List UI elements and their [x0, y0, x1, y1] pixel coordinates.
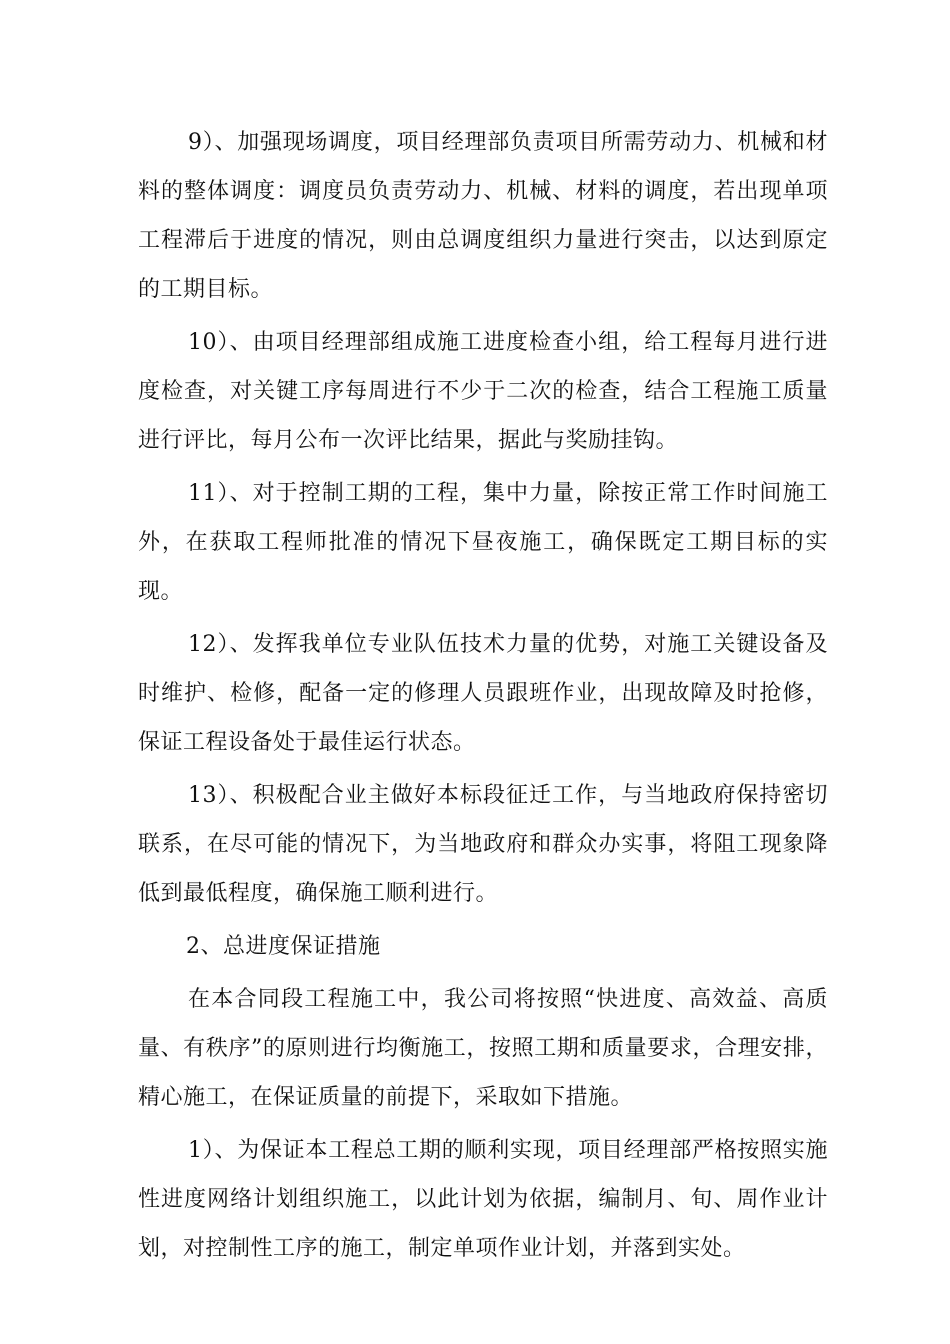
section-heading: 2、总进度保证措施 — [186, 934, 381, 959]
paragraph-intro: 在本合同段工程施工中，我公司将按照“快进度、高效益、高质量、有秩序”的原则进行均衡施工，按照工期和质量要求，合理安排，精心施工，在保证质量的前提下，采取如下措施。 — [138, 987, 828, 1110]
paragraph-item-10: 10）、由项目经理部组成施工进度检查小组，给工程每月进行进度检查，对关键工序每周进行不少于二次的检查，结合工程施工质量进行评比，每月公布一次评比结果，据此与奖励挂钩。 — [138, 330, 828, 453]
paragraph-item-11: 11）、对于控制工期的工程，集中力量，除按正常工作时间施工外，在获取工程师批准的情况下昼夜施工，确保既定工期目标的实现。 — [138, 481, 828, 604]
paragraph-item-1: 1）、为保证本工程总工期的顺利实现，项目经理部严格按照实施性进度网络计划组织施工，以此计划为依据，编制月、旬、周作业计划，对控制性工序的施工，制定单项作业计划，并落到实处。 — [138, 1138, 828, 1261]
paragraph-item-12: 12）、发挥我单位专业队伍技术力量的优势，对施工关键设备及时维护、检修，配备一定的修理人员跟班作业，出现故障及时抢修，保证工程设备处于最佳运行状态。 — [138, 632, 828, 755]
paragraph-item-13: 13）、积极配合业主做好本标段征迁工作，与当地政府保持密切联系，在尽可能的情况下，为当地政府和群众办实事，将阻工现象降低到最低程度，确保施工顺利进行。 — [138, 783, 828, 906]
document-body — [138, 118, 828, 1277]
paragraph-item-9: 9）、加强现场调度，项目经理部负责项目所需劳动力、机械和材料的整体调度：调度员负责劳动力、机械、材料的调度，若出现单项工程滞后于进度的情况，则由总调度组织力量进行突击，以达到原定的工期目标。 — [138, 130, 828, 302]
